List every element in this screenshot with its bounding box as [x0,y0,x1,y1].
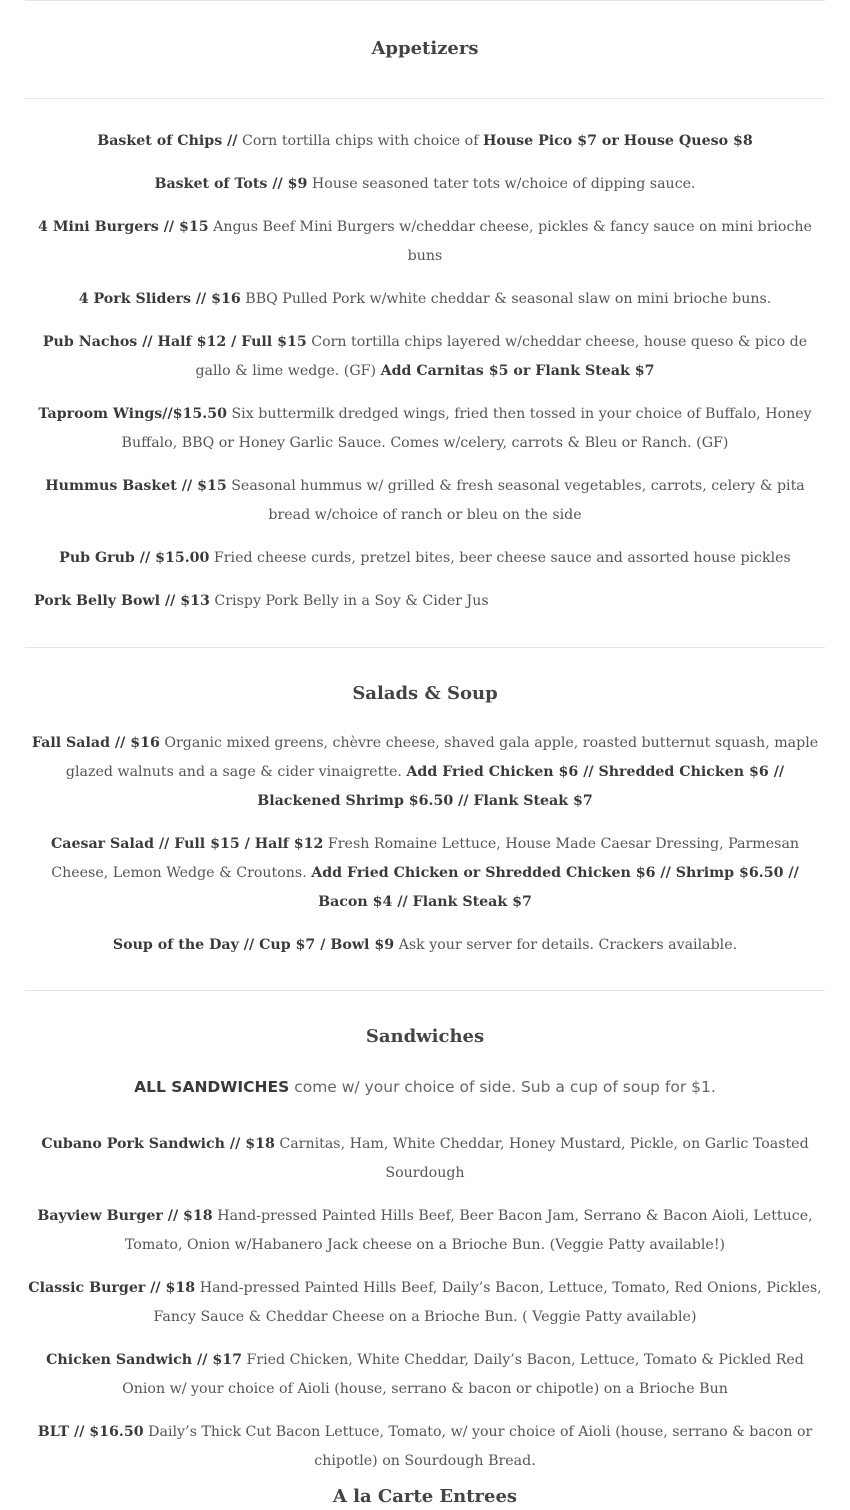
item-description: Hand-pressed Painted Hills Beef, Beer Bacon Jam, Serrano & Bacon Aioli, Lettuce, Tomato, Onion w/Habanero Jack cheese on a Brioche Bun. (Veggie Patty available!) [124,1208,813,1253]
menu-item [25,285,825,314]
item-description: Corn tortilla chips layered w/cheddar cheese, house queso & pico de gallo & lime wedge. (GF) [195,334,808,379]
menu-item [25,328,825,386]
menu-item [25,544,825,573]
item-description: Fried Chicken, White Cheddar, Daily’s Bacon, Lettuce, Tomato & Pickled Red Onion w/ your choice of Aioli (house, serrano & bacon or chipotle) on a Brioche Bun [122,1352,804,1397]
sandwiches-note [25,1073,825,1102]
menu-item [25,1346,825,1404]
divider [25,647,825,648]
item-addon: Add Fried Chicken $6 // Shredded Chicken $6 // Blackened Shrimp $6.50 // Flank Steak $7 [257,764,785,809]
item-description: Organic mixed greens, chèvre cheese, shaved gala apple, roasted butternut squash, maple glazed walnuts and a sage & cider vinaigrette. [65,735,819,780]
item-name: Chicken Sandwich // $17 [46,1352,242,1368]
item-description: Angus Beef Mini Burgers w/cheddar cheese, pickles & fancy sauce on mini brioche buns [208,219,812,264]
sandwiches-list [25,1130,825,1476]
item-description: Corn tortilla chips with choice of [237,133,483,149]
item-description: House seasoned tater tots w/choice of dipping sauce. [307,176,696,192]
item-addon: Add Carnitas $5 or Flank Steak $7 [380,363,655,379]
menu-item [25,931,825,960]
item-description: Fried cheese curds, pretzel bites, beer cheese sauce and assorted house pickles [209,550,791,566]
section-title-entrees: A la Carte Entrees [332,1486,518,1507]
appetizers-list [25,127,825,616]
item-name: Cubano Pork Sandwich // $18 [41,1136,275,1152]
menu-item [25,127,825,156]
item-name: Caesar Salad // Full $15 / Half $12 [50,836,324,852]
item-name: 4 Pork Sliders // $16 [78,291,241,307]
divider [25,990,825,991]
item-description: Crispy Pork Belly in a Soy & Cider Jus [209,593,489,609]
menu-item [25,729,825,816]
item-name: Basket of Chips // [97,133,238,149]
item-name: Taproom Wings//$15.50 [38,406,227,422]
section-title-sandwiches: Sandwiches [365,1026,485,1047]
item-name: Classic Burger // $18 [28,1280,196,1296]
item-name: Pork Belly Bowl // $13 [34,593,210,609]
menu-item [25,472,825,530]
section-title-salads-soup: Salads & Soup [352,683,498,704]
item-name: Hummus Basket // $15 [45,478,227,494]
menu-item [25,170,825,199]
item-description: Fresh Romaine Lettuce, House Made Caesar Dressing, Parmesan Cheese, Lemon Wedge & Croutons. [51,836,800,881]
divider [25,98,825,99]
menu-item [25,587,825,616]
item-description: Seasonal hummus w/ grilled & fresh seasonal vegetables, carrots, celery & pita bread w/choice of ranch or bleu on the side [226,478,805,523]
item-description: Six buttermilk dredged wings, fried then tossed in your choice of Buffalo, Honey Buffalo, BBQ or Honey Garlic Sauce. Comes w/celery, carrots & Bleu or Ranch. (GF) [121,406,812,451]
item-description: Daily’s Thick Cut Bacon Lettuce, Tomato, w/ your choice of Aioli (house, serrano & bacon or chipotle) on Sourdough Bread. [143,1424,813,1469]
item-description: Ask your server for details. Crackers available. [394,937,738,953]
item-name: Fall Salad // $16 [31,735,160,751]
menu-item [25,1130,825,1188]
menu-page [25,0,825,1510]
item-addon: Add Fried Chicken or Shredded Chicken $6 // Shrimp $6.50 // Bacon $4 // Flank Steak $7 [311,865,799,910]
item-description: Hand-pressed Painted Hills Beef, Daily’s Bacon, Lettuce, Tomato, Red Onions, Pickles, Fancy Sauce & Cheddar Cheese on a Brioche Bun. ( Veggie Patty available) [153,1280,822,1325]
note-text: come w/ your choice of side. Sub a cup of soup for $1. [289,1078,716,1096]
menu-item [25,1418,825,1476]
item-name: 4 Mini Burgers // $15 [38,219,209,235]
menu-item [25,400,825,458]
note-emphasis: ALL SANDWICHES [134,1078,290,1096]
item-description: BBQ Pulled Pork w/white cheddar & seasonal slaw on mini brioche buns. [240,291,772,307]
item-name: Basket of Tots // $9 [154,176,308,192]
menu-item [25,1274,825,1332]
item-name: Soup of the Day // Cup $7 / Bowl $9 [112,937,395,953]
item-name: Pub Grub // $15.00 [59,550,210,566]
divider [25,0,825,1]
item-name: Bayview Burger // $18 [37,1208,213,1224]
salads-list [25,729,825,960]
item-name: Pub Nachos // Half $12 / Full $15 [42,334,307,350]
section-title-appetizers: Appetizers [371,38,479,59]
item-name: BLT // $16.50 [37,1424,144,1440]
menu-item [25,213,825,271]
menu-item [25,1202,825,1260]
menu-item [25,830,825,917]
item-description: Carnitas, Ham, White Cheddar, Honey Mustard, Pickle, on Garlic Toasted Sourdough [274,1136,809,1181]
item-addon: House Pico $7 or House Queso $8 [482,133,753,149]
